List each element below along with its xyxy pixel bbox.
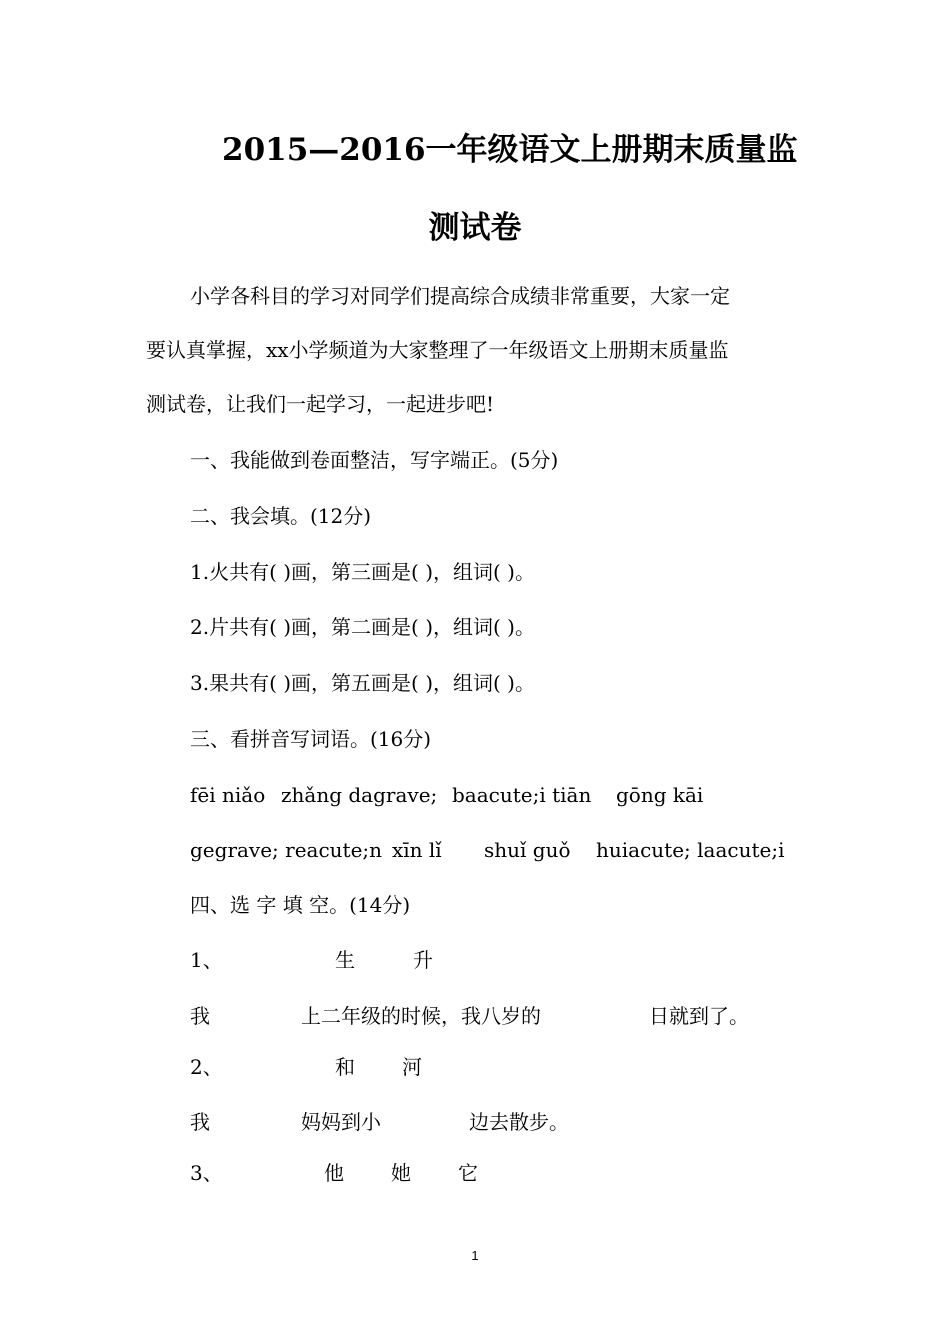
pinyin-word: xīn lǐ: [392, 838, 442, 862]
question-1-sentence-part: 我: [190, 1004, 210, 1028]
question-3-number: 3、: [190, 1161, 223, 1185]
fill-item-1: 1.火共有( )画，第三画是( )，组词( )。: [190, 560, 535, 584]
question-1-sentence-part: 上二年级的时候，我八岁的: [301, 1004, 541, 1028]
question-3-option: 他: [324, 1161, 344, 1185]
pinyin-word: gōng kāi: [616, 783, 704, 807]
intro-line-1: 小学各科目的学习对同学们提高综合成绩非常重要，大家一定: [190, 284, 730, 308]
fill-item-2: 2.片共有( )画，第二画是( )，组词( )。: [190, 615, 535, 639]
pinyin-word: shuǐ guǒ: [484, 838, 571, 862]
page-number: 1: [471, 1248, 479, 1263]
question-3-option: 它: [458, 1161, 478, 1185]
question-2-sentence-part: 边去散步。: [469, 1110, 569, 1134]
title-line-1: 2015—2016一年级语文上册期末质量监: [222, 132, 798, 168]
question-1-number: 1、: [190, 948, 223, 972]
pinyin-word: gegrave; reacute;n: [190, 838, 383, 862]
pinyin-word: fēi niǎo: [190, 783, 266, 807]
question-1-option: 升: [413, 948, 433, 972]
intro-line-2: 要认真掌握，xx小学频道为大家整理了一年级语文上册期末质量监: [146, 338, 729, 362]
section-1-heading: 一、我能做到卷面整洁，写字端正。(5分): [190, 448, 559, 472]
question-2-sentence-part: 妈妈到小: [301, 1110, 381, 1134]
section-4-heading: 四、选 字 填 空。(14分): [190, 893, 411, 917]
question-2-sentence-part: 我: [190, 1110, 210, 1134]
fill-item-3: 3.果共有( )画，第五画是( )，组词( )。: [190, 671, 535, 695]
intro-line-3: 测试卷，让我们一起学习，一起进步吧!: [146, 392, 495, 416]
title-line-2: 测试卷: [428, 210, 522, 246]
pinyin-word: zhǎng dagrave;: [281, 783, 438, 807]
question-2-option: 和: [335, 1055, 355, 1079]
pinyin-word: baacute;i tiān: [452, 783, 592, 807]
question-2-option: 河: [402, 1055, 422, 1079]
question-1-option: 生: [335, 948, 355, 972]
question-2-number: 2、: [190, 1055, 223, 1079]
section-3-heading: 三、看拼音写词语。(16分): [190, 727, 432, 751]
question-1-sentence-part: 日就到了。: [649, 1004, 749, 1028]
pinyin-word: huiacute; laacute;i: [596, 838, 785, 862]
section-2-heading: 二、我会填。(12分): [190, 504, 372, 528]
question-3-option: 她: [391, 1161, 411, 1185]
